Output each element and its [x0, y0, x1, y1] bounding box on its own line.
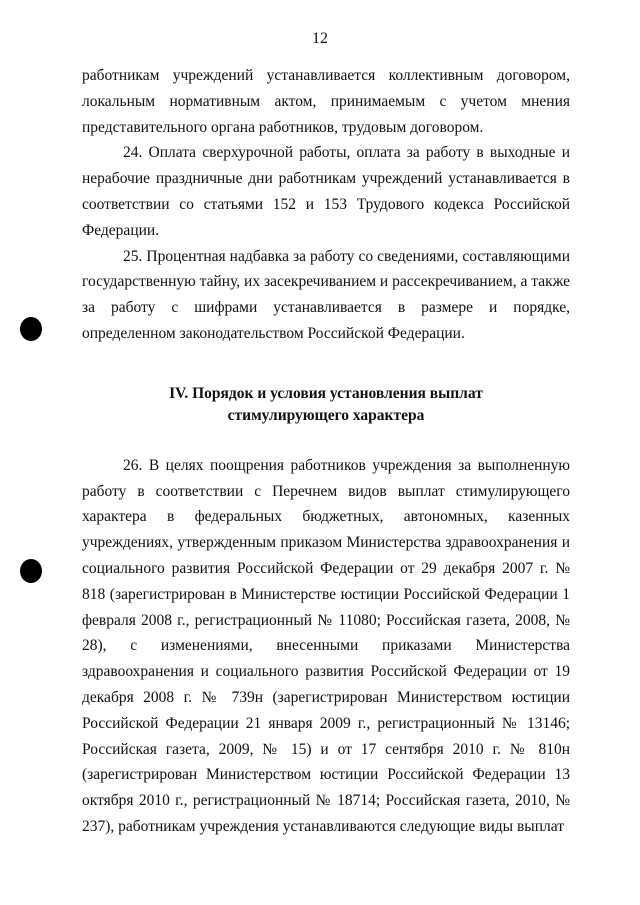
document-body	[82, 63, 570, 840]
section-heading	[82, 383, 570, 427]
section-heading-line-1: IV. Порядок и условия установления выплат	[169, 384, 483, 402]
paragraph-item-25: 25. Процентная надбавка за работу со сведениями, составляющими государственную тайну, их засекречиванием и рассекречиванием, а также за работу с шифрами устанавливается в размере и порядке, определенном законодательством Российской Федерации.	[82, 247, 570, 342]
paragraph-item-24: 24. Оплата сверхурочной работы, оплата за работу в выходные и нерабочие праздничные дни работникам учреждений устанавливается в соответствии со статьями 152 и 153 Трудового кодекса Российской Федерации.	[82, 144, 570, 239]
punch-hole-mark	[20, 317, 42, 341]
section-heading-line-2: стимулирующего характера	[227, 406, 425, 424]
paragraph-continuation: работникам учреждений устанавливается коллективным договором, локальным нормативным актом, принимаемым с учетом мнения представительного органа работников, трудовым договором.	[82, 67, 570, 136]
paragraph-item-26: 26. В целях поощрения работников учреждения за выполненную работу в соответствии с Перечнем видов выплат стимулирующего характера в федеральных бюджетных, автономных, казенных учреждениях, утвержденным приказом Министерства здравоохранения и социального развития Российской Федерации от 29 декабря 2007 г. № 818 (зарегистрирован в Министерстве юстиции Российской Федерации 1 февраля 2008 г., регистрационный № 11080; Российская газета, 2008, № 28), с изменениями, внесенными приказами Министерства здравоохранения и социального развития Российской Федерации от 19 декабря 2008 г. № 739н (зарегистрирован Министерством юстиции Российской Федерации 21 января 2009 г., регистрационный № 13146; Российская газета, 2009, № 15) и от 17 сентября 2010 г. № 810н (зарегистрирован Министерством юстиции Российской Федерации 13 октября 2010 г., регистрационный № 18714; Российская газета, 2010, № 237), работникам учреждения устанавливаются следующие виды выплат	[82, 456, 570, 835]
page-number: 12	[312, 30, 328, 47]
punch-hole-mark	[20, 559, 42, 583]
